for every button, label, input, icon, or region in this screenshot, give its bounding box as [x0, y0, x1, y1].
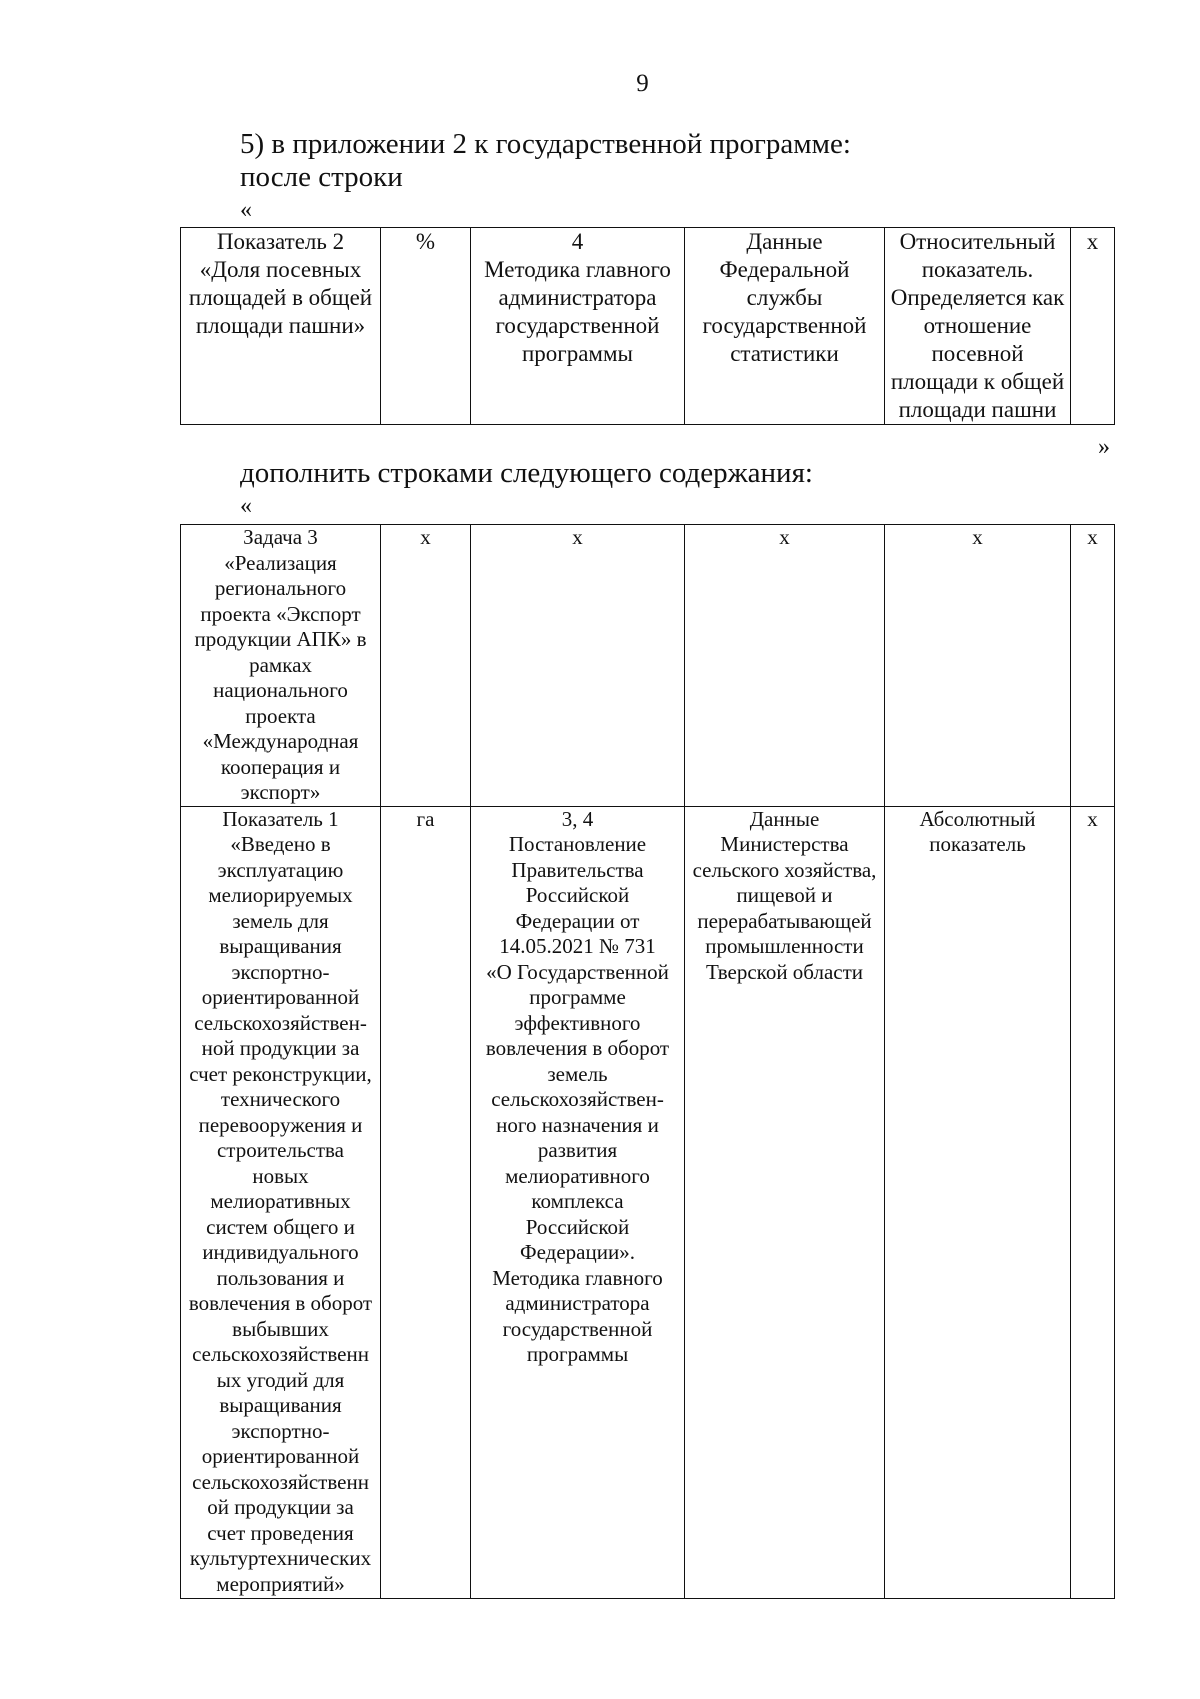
page-number: 9 — [636, 70, 649, 97]
table-cell-indicator-type: Относительный показатель. Определяется как отношение посевной площади к общей площади пашни — [885, 228, 1071, 425]
table-cell-indicator-type: х — [885, 525, 1071, 807]
intro-text: дополнить строками следующего содержания: — [240, 457, 813, 489]
table-cell-extra: х — [1071, 806, 1115, 1598]
table-cell-methodology: х — [471, 525, 685, 807]
amendment-heading-line-2: после строки — [240, 161, 403, 193]
opening-quote-1: « — [240, 197, 252, 223]
table-cell-indicator-name: Показатель 2 «Доля посевных площадей в общей площади пашни» — [181, 228, 381, 425]
table-cell-unit: х — [381, 525, 471, 807]
table-cell-unit: га — [381, 806, 471, 1598]
table-cell-data-source: Данные Министерства сельского хозяйства, пищевой и перерабатывающей промышленности Тверской области — [685, 806, 885, 1598]
table-cell-extra: х — [1071, 525, 1115, 807]
table-cell-indicator-name: Показатель 1 «Введено в эксплуатацию мелиорируемых земель для выращивания экспортно- ориентированной сельскохозяйствен- ной продукции за счет реконструкции, технического перевооружения и строительства новых мелиоративных систем общего и индивидуального пользования и вовлечения в оборот выбывших сельскохозяйственн ых угодий для выращивания экспортно- ориентированной сельскохозяйственн ой продукции за счет проведения культуртехнических мероприятий» — [181, 806, 381, 1598]
table-cell-unit: % — [381, 228, 471, 425]
amendment-heading-line-1: 5) в приложении 2 к государственной программе: — [240, 128, 851, 160]
table-cell-methodology: 4 Методика главного администратора государственной программы — [471, 228, 685, 425]
amendment-heading — [240, 128, 851, 194]
opening-quote-2: « — [240, 493, 252, 519]
indicator-table-existing — [180, 227, 1115, 425]
table-cell-data-source: х — [685, 525, 885, 807]
table-row — [181, 228, 1115, 425]
table-row — [181, 806, 1115, 1598]
table-cell-indicator-name: Задача 3 «Реализация регионального проекта «Экспорт продукции АПК» в рамках национального проекта «Международная кооперация и экспорт» — [181, 525, 381, 807]
table-cell-data-source: Данные Федеральной службы государственной статистики — [685, 228, 885, 425]
table-cell-extra: х — [1071, 228, 1115, 425]
indicator-table-new — [180, 524, 1115, 1599]
table-cell-methodology: 3, 4 Постановление Правительства Российской Федерации от 14.05.2021 № 731 «О Государственной программе эффективного вовлечения в оборот земель сельскохозяйствен- ного назначения и развития мелиоративного комплекса Российской Федерации». Методика главного администратора государственной программы — [471, 806, 685, 1598]
table-row — [181, 525, 1115, 807]
closing-quote-1: » — [1098, 434, 1110, 460]
table-cell-indicator-type: Абсолютный показатель — [885, 806, 1071, 1598]
